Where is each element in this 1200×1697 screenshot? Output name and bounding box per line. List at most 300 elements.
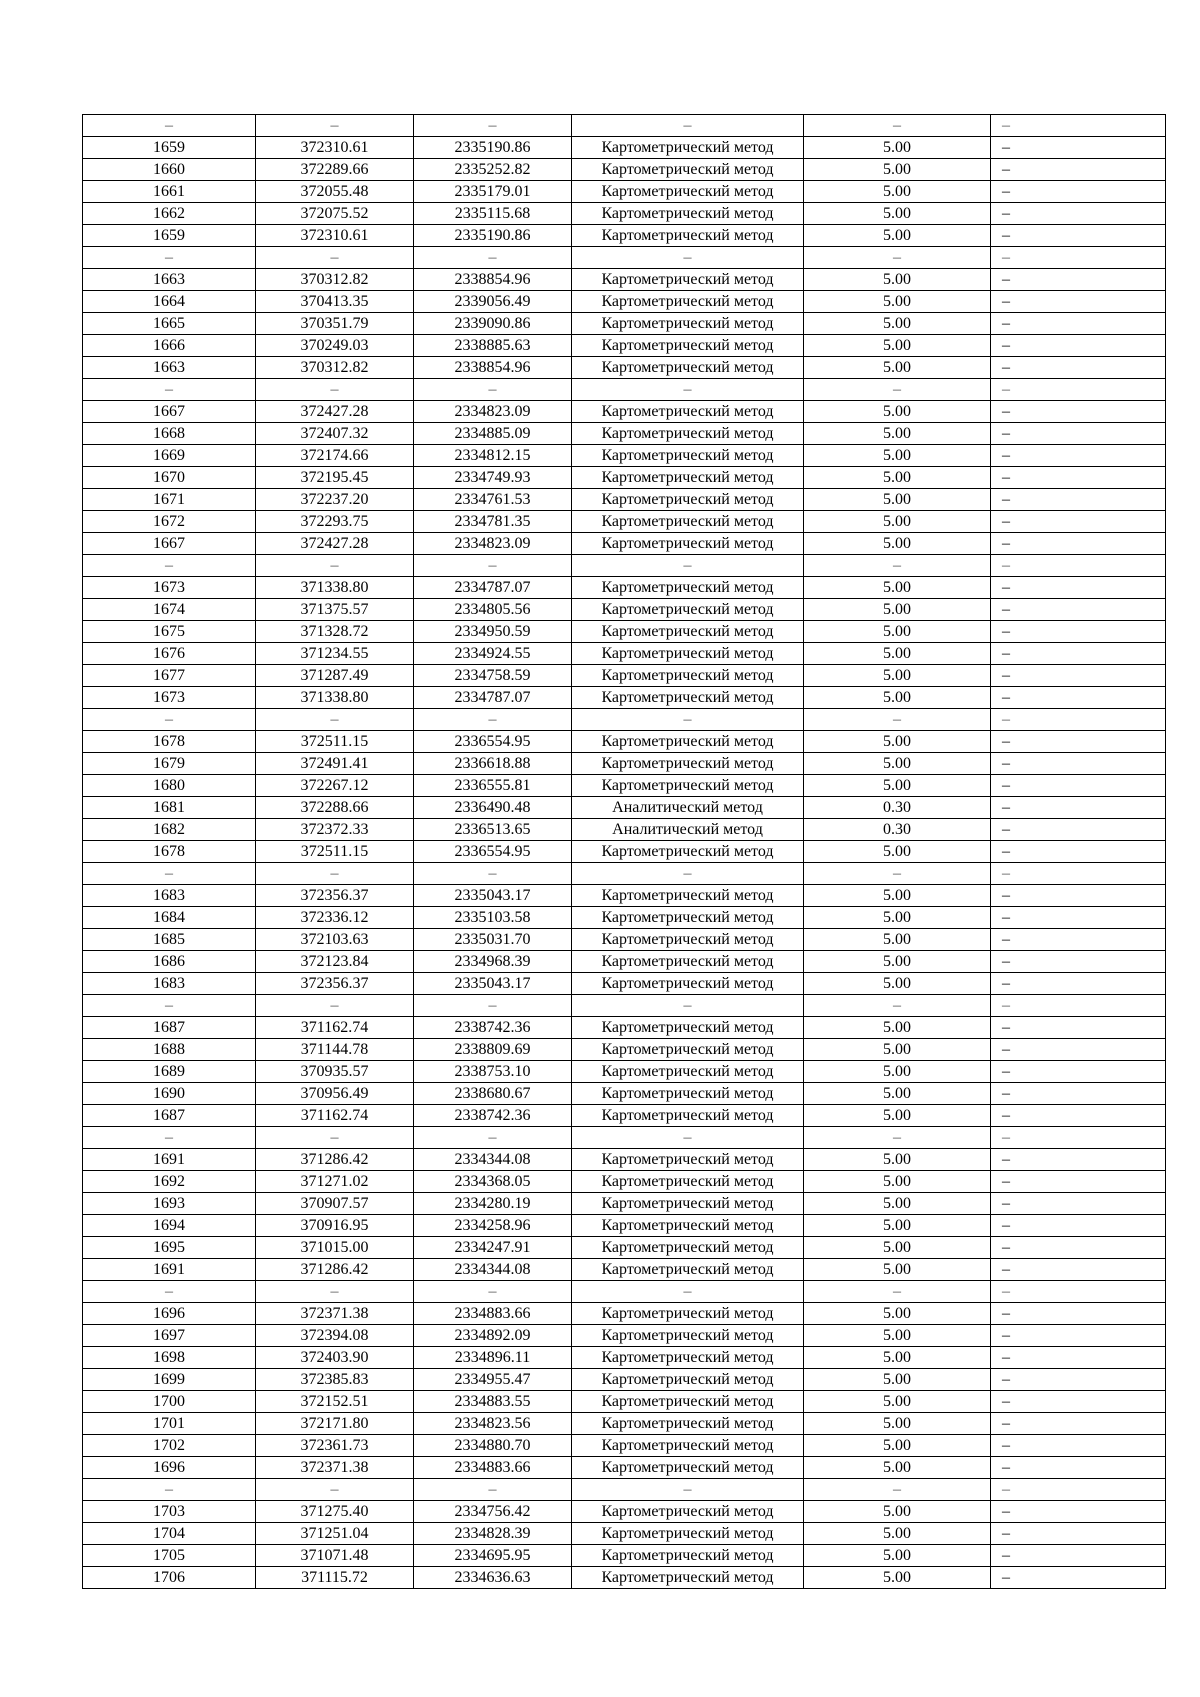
accuracy-cell: 5.00 xyxy=(804,1545,991,1567)
method-cell: Картометрический метод xyxy=(572,951,804,973)
point-number-cell: 1677 xyxy=(83,665,256,687)
x-coordinate-cell: 371338.80 xyxy=(256,577,414,599)
y-coordinate-cell: 2335103.58 xyxy=(414,907,572,929)
point-number-cell: 1701 xyxy=(83,1413,256,1435)
description-cell: – xyxy=(991,467,1166,489)
accuracy-cell: – xyxy=(804,1281,991,1303)
point-number-cell: 1703 xyxy=(83,1501,256,1523)
method-cell: Картометрический метод xyxy=(572,489,804,511)
y-coordinate-cell: 2334344.08 xyxy=(414,1149,572,1171)
y-coordinate-cell: 2334828.39 xyxy=(414,1523,572,1545)
x-coordinate-cell: 372371.38 xyxy=(256,1303,414,1325)
table-row xyxy=(83,1039,1166,1061)
accuracy-cell: – xyxy=(804,863,991,885)
accuracy-cell: 5.00 xyxy=(804,1171,991,1193)
y-coordinate-cell: 2334968.39 xyxy=(414,951,572,973)
accuracy-cell: 5.00 xyxy=(804,1457,991,1479)
accuracy-cell: 5.00 xyxy=(804,665,991,687)
method-cell: Картометрический метод xyxy=(572,1501,804,1523)
description-cell: – xyxy=(991,1105,1166,1127)
table-row xyxy=(83,159,1166,181)
table-row xyxy=(83,907,1166,929)
y-coordinate-cell: 2334758.59 xyxy=(414,665,572,687)
method-cell: – xyxy=(572,1281,804,1303)
accuracy-cell: – xyxy=(804,115,991,137)
method-cell: Картометрический метод xyxy=(572,467,804,489)
description-cell: – xyxy=(991,401,1166,423)
accuracy-cell: 5.00 xyxy=(804,1259,991,1281)
point-number-cell: 1680 xyxy=(83,775,256,797)
point-number-cell: – xyxy=(83,379,256,401)
y-coordinate-cell: 2334950.59 xyxy=(414,621,572,643)
point-number-cell: 1695 xyxy=(83,1237,256,1259)
y-coordinate-cell: 2339090.86 xyxy=(414,313,572,335)
point-number-cell: 1692 xyxy=(83,1171,256,1193)
point-number-cell: 1697 xyxy=(83,1325,256,1347)
point-number-cell: 1673 xyxy=(83,577,256,599)
x-coordinate-cell: 371162.74 xyxy=(256,1017,414,1039)
description-cell: – xyxy=(991,1193,1166,1215)
table-row xyxy=(83,1523,1166,1545)
description-cell: – xyxy=(991,1127,1166,1149)
method-cell: Картометрический метод xyxy=(572,1369,804,1391)
accuracy-cell: – xyxy=(804,247,991,269)
method-cell: Картометрический метод xyxy=(572,621,804,643)
y-coordinate-cell: – xyxy=(414,1127,572,1149)
point-number-cell: – xyxy=(83,709,256,731)
accuracy-cell: – xyxy=(804,995,991,1017)
separator-row xyxy=(83,555,1166,577)
point-number-cell: 1699 xyxy=(83,1369,256,1391)
y-coordinate-cell: 2338854.96 xyxy=(414,357,572,379)
description-cell: – xyxy=(991,775,1166,797)
method-cell: Картометрический метод xyxy=(572,753,804,775)
point-number-cell: 1700 xyxy=(83,1391,256,1413)
method-cell: Картометрический метод xyxy=(572,885,804,907)
table-row xyxy=(83,1237,1166,1259)
accuracy-cell: 5.00 xyxy=(804,775,991,797)
y-coordinate-cell: 2334344.08 xyxy=(414,1259,572,1281)
y-coordinate-cell: 2336555.81 xyxy=(414,775,572,797)
x-coordinate-cell: 372055.48 xyxy=(256,181,414,203)
description-cell: – xyxy=(991,159,1166,181)
y-coordinate-cell: 2338753.10 xyxy=(414,1061,572,1083)
accuracy-cell: 5.00 xyxy=(804,577,991,599)
description-cell: – xyxy=(991,621,1166,643)
method-cell: Аналитический метод xyxy=(572,819,804,841)
x-coordinate-cell: 371115.72 xyxy=(256,1567,414,1589)
table-row xyxy=(83,1369,1166,1391)
y-coordinate-cell: 2335190.86 xyxy=(414,137,572,159)
point-number-cell: – xyxy=(83,247,256,269)
point-number-cell: 1689 xyxy=(83,1061,256,1083)
accuracy-cell: 5.00 xyxy=(804,841,991,863)
separator-row xyxy=(83,379,1166,401)
y-coordinate-cell: – xyxy=(414,555,572,577)
table-row xyxy=(83,775,1166,797)
point-number-cell: 1678 xyxy=(83,841,256,863)
method-cell: Картометрический метод xyxy=(572,1193,804,1215)
point-number-cell: 1673 xyxy=(83,687,256,709)
y-coordinate-cell: 2339056.49 xyxy=(414,291,572,313)
table-row xyxy=(83,951,1166,973)
point-number-cell: 1684 xyxy=(83,907,256,929)
description-cell: – xyxy=(991,1303,1166,1325)
y-coordinate-cell: 2338742.36 xyxy=(414,1017,572,1039)
y-coordinate-cell: – xyxy=(414,709,572,731)
accuracy-cell: 5.00 xyxy=(804,1567,991,1589)
table-row xyxy=(83,357,1166,379)
table-row xyxy=(83,1457,1166,1479)
accuracy-cell: 5.00 xyxy=(804,1435,991,1457)
y-coordinate-cell: 2334695.95 xyxy=(414,1545,572,1567)
accuracy-cell: 5.00 xyxy=(804,1369,991,1391)
description-cell: – xyxy=(991,599,1166,621)
description-cell: – xyxy=(991,797,1166,819)
description-cell: – xyxy=(991,709,1166,731)
description-cell: – xyxy=(991,1523,1166,1545)
accuracy-cell: 5.00 xyxy=(804,511,991,533)
x-coordinate-cell: – xyxy=(256,863,414,885)
y-coordinate-cell: 2336490.48 xyxy=(414,797,572,819)
x-coordinate-cell: 371071.48 xyxy=(256,1545,414,1567)
point-number-cell: 1705 xyxy=(83,1545,256,1567)
method-cell: Картометрический метод xyxy=(572,577,804,599)
x-coordinate-cell: – xyxy=(256,1281,414,1303)
description-cell: – xyxy=(991,1347,1166,1369)
method-cell: Картометрический метод xyxy=(572,1303,804,1325)
accuracy-cell: 0.30 xyxy=(804,797,991,819)
x-coordinate-cell: 372171.80 xyxy=(256,1413,414,1435)
y-coordinate-cell: 2334787.07 xyxy=(414,577,572,599)
x-coordinate-cell: 372310.61 xyxy=(256,137,414,159)
table-row xyxy=(83,511,1166,533)
description-cell: – xyxy=(991,863,1166,885)
point-number-cell: 1674 xyxy=(83,599,256,621)
accuracy-cell: 5.00 xyxy=(804,1039,991,1061)
point-number-cell: – xyxy=(83,115,256,137)
accuracy-cell: 5.00 xyxy=(804,1061,991,1083)
table-row xyxy=(83,687,1166,709)
description-cell: – xyxy=(991,445,1166,467)
method-cell: Картометрический метод xyxy=(572,665,804,687)
table-row xyxy=(83,797,1166,819)
accuracy-cell: 5.00 xyxy=(804,1215,991,1237)
x-coordinate-cell: 371234.55 xyxy=(256,643,414,665)
x-coordinate-cell: – xyxy=(256,709,414,731)
separator-row xyxy=(83,1281,1166,1303)
point-number-cell: 1661 xyxy=(83,181,256,203)
x-coordinate-cell: 371015.00 xyxy=(256,1237,414,1259)
method-cell: Картометрический метод xyxy=(572,423,804,445)
x-coordinate-cell: 372511.15 xyxy=(256,731,414,753)
accuracy-cell: 5.00 xyxy=(804,1105,991,1127)
x-coordinate-cell: 371286.42 xyxy=(256,1149,414,1171)
method-cell: Картометрический метод xyxy=(572,445,804,467)
x-coordinate-cell: – xyxy=(256,379,414,401)
method-cell: Картометрический метод xyxy=(572,687,804,709)
description-cell: – xyxy=(991,335,1166,357)
method-cell: Картометрический метод xyxy=(572,1215,804,1237)
accuracy-cell: 5.00 xyxy=(804,929,991,951)
y-coordinate-cell: 2336618.88 xyxy=(414,753,572,775)
x-coordinate-cell: 372075.52 xyxy=(256,203,414,225)
y-coordinate-cell: 2336554.95 xyxy=(414,841,572,863)
point-number-cell: – xyxy=(83,1479,256,1501)
point-number-cell: 1683 xyxy=(83,973,256,995)
table-row xyxy=(83,467,1166,489)
accuracy-cell: – xyxy=(804,1479,991,1501)
table-row xyxy=(83,665,1166,687)
accuracy-cell: – xyxy=(804,709,991,731)
y-coordinate-cell: 2335115.68 xyxy=(414,203,572,225)
method-cell: – xyxy=(572,247,804,269)
point-number-cell: 1667 xyxy=(83,533,256,555)
method-cell: Картометрический метод xyxy=(572,137,804,159)
point-number-cell: 1671 xyxy=(83,489,256,511)
point-number-cell: 1687 xyxy=(83,1017,256,1039)
x-coordinate-cell: 372195.45 xyxy=(256,467,414,489)
x-coordinate-cell: 372267.12 xyxy=(256,775,414,797)
accuracy-cell: 5.00 xyxy=(804,1237,991,1259)
y-coordinate-cell: 2338742.36 xyxy=(414,1105,572,1127)
x-coordinate-cell: 372356.37 xyxy=(256,885,414,907)
x-coordinate-cell: 372289.66 xyxy=(256,159,414,181)
description-cell: – xyxy=(991,357,1166,379)
table-row xyxy=(83,1413,1166,1435)
y-coordinate-cell: 2334280.19 xyxy=(414,1193,572,1215)
table-row xyxy=(83,599,1166,621)
table-row xyxy=(83,335,1166,357)
x-coordinate-cell: 372372.33 xyxy=(256,819,414,841)
point-number-cell: 1698 xyxy=(83,1347,256,1369)
point-number-cell: 1694 xyxy=(83,1215,256,1237)
method-cell: Картометрический метод xyxy=(572,1567,804,1589)
accuracy-cell: 5.00 xyxy=(804,1149,991,1171)
x-coordinate-cell: 371375.57 xyxy=(256,599,414,621)
method-cell: Картометрический метод xyxy=(572,907,804,929)
table-row xyxy=(83,1215,1166,1237)
y-coordinate-cell: – xyxy=(414,247,572,269)
x-coordinate-cell: 371144.78 xyxy=(256,1039,414,1061)
point-number-cell: – xyxy=(83,1127,256,1149)
point-number-cell: 1666 xyxy=(83,335,256,357)
accuracy-cell: 5.00 xyxy=(804,445,991,467)
accuracy-cell: 5.00 xyxy=(804,269,991,291)
table-row xyxy=(83,885,1166,907)
description-cell: – xyxy=(991,995,1166,1017)
method-cell: Картометрический метод xyxy=(572,313,804,335)
x-coordinate-cell: 372237.20 xyxy=(256,489,414,511)
y-coordinate-cell: 2334883.66 xyxy=(414,1457,572,1479)
x-coordinate-cell: 371286.42 xyxy=(256,1259,414,1281)
table-row xyxy=(83,269,1166,291)
table-row xyxy=(83,1171,1166,1193)
description-cell: – xyxy=(991,137,1166,159)
table-row xyxy=(83,973,1166,995)
x-coordinate-cell: 372427.28 xyxy=(256,401,414,423)
accuracy-cell: 5.00 xyxy=(804,1303,991,1325)
method-cell: Картометрический метод xyxy=(572,1347,804,1369)
table-row xyxy=(83,1347,1166,1369)
accuracy-cell: 5.00 xyxy=(804,687,991,709)
y-coordinate-cell: 2334885.09 xyxy=(414,423,572,445)
y-coordinate-cell: 2334756.42 xyxy=(414,1501,572,1523)
y-coordinate-cell: 2334823.56 xyxy=(414,1413,572,1435)
description-cell: – xyxy=(991,533,1166,555)
table-row xyxy=(83,445,1166,467)
y-coordinate-cell: – xyxy=(414,115,572,137)
point-number-cell: 1681 xyxy=(83,797,256,819)
x-coordinate-cell: 372356.37 xyxy=(256,973,414,995)
point-number-cell: – xyxy=(83,995,256,1017)
point-number-cell: 1686 xyxy=(83,951,256,973)
accuracy-cell: 5.00 xyxy=(804,467,991,489)
method-cell: – xyxy=(572,863,804,885)
description-cell: – xyxy=(991,643,1166,665)
x-coordinate-cell: 372407.32 xyxy=(256,423,414,445)
x-coordinate-cell: 370413.35 xyxy=(256,291,414,313)
y-coordinate-cell: 2334749.93 xyxy=(414,467,572,489)
x-coordinate-cell: 370312.82 xyxy=(256,357,414,379)
accuracy-cell: 5.00 xyxy=(804,335,991,357)
x-coordinate-cell: 370907.57 xyxy=(256,1193,414,1215)
point-number-cell: 1682 xyxy=(83,819,256,841)
point-number-cell: 1683 xyxy=(83,885,256,907)
table-row xyxy=(83,1017,1166,1039)
table-row xyxy=(83,181,1166,203)
point-number-cell: – xyxy=(83,863,256,885)
x-coordinate-cell: 370956.49 xyxy=(256,1083,414,1105)
table-row xyxy=(83,753,1166,775)
x-coordinate-cell: – xyxy=(256,1127,414,1149)
description-cell: – xyxy=(991,225,1166,247)
accuracy-cell: 5.00 xyxy=(804,401,991,423)
point-number-cell: – xyxy=(83,1281,256,1303)
x-coordinate-cell: – xyxy=(256,995,414,1017)
description-cell: – xyxy=(991,1171,1166,1193)
table-row xyxy=(83,423,1166,445)
method-cell: Картометрический метод xyxy=(572,269,804,291)
accuracy-cell: 0.30 xyxy=(804,819,991,841)
y-coordinate-cell: 2334247.91 xyxy=(414,1237,572,1259)
method-cell: Картометрический метод xyxy=(572,1237,804,1259)
x-coordinate-cell: 370249.03 xyxy=(256,335,414,357)
y-coordinate-cell: 2336554.95 xyxy=(414,731,572,753)
description-cell: – xyxy=(991,1039,1166,1061)
table-row xyxy=(83,621,1166,643)
x-coordinate-cell: 372103.63 xyxy=(256,929,414,951)
table-row xyxy=(83,731,1166,753)
x-coordinate-cell: 372288.66 xyxy=(256,797,414,819)
point-number-cell: 1659 xyxy=(83,225,256,247)
table-row xyxy=(83,1325,1166,1347)
table-row xyxy=(83,1391,1166,1413)
table-row xyxy=(83,1567,1166,1589)
accuracy-cell: 5.00 xyxy=(804,203,991,225)
method-cell: Картометрический метод xyxy=(572,1061,804,1083)
x-coordinate-cell: 372361.73 xyxy=(256,1435,414,1457)
accuracy-cell: 5.00 xyxy=(804,951,991,973)
method-cell: Картометрический метод xyxy=(572,599,804,621)
table-row xyxy=(83,291,1166,313)
accuracy-cell: 5.00 xyxy=(804,885,991,907)
x-coordinate-cell: 370916.95 xyxy=(256,1215,414,1237)
method-cell: Картометрический метод xyxy=(572,929,804,951)
x-coordinate-cell: 371275.40 xyxy=(256,1501,414,1523)
y-coordinate-cell: 2334823.09 xyxy=(414,401,572,423)
table-row xyxy=(83,1149,1166,1171)
table-row xyxy=(83,1259,1166,1281)
method-cell: Картометрический метод xyxy=(572,1413,804,1435)
y-coordinate-cell: 2338809.69 xyxy=(414,1039,572,1061)
x-coordinate-cell: – xyxy=(256,555,414,577)
point-number-cell: 1702 xyxy=(83,1435,256,1457)
method-cell: Картометрический метод xyxy=(572,1017,804,1039)
method-cell: Картометрический метод xyxy=(572,291,804,313)
description-cell: – xyxy=(991,819,1166,841)
accuracy-cell: 5.00 xyxy=(804,731,991,753)
accuracy-cell: 5.00 xyxy=(804,1413,991,1435)
point-number-cell: 1664 xyxy=(83,291,256,313)
description-cell: – xyxy=(991,1501,1166,1523)
y-coordinate-cell: – xyxy=(414,863,572,885)
point-number-cell: 1668 xyxy=(83,423,256,445)
table-row xyxy=(83,1501,1166,1523)
method-cell: Картометрический метод xyxy=(572,159,804,181)
description-cell: – xyxy=(991,753,1166,775)
table-row xyxy=(83,841,1166,863)
x-coordinate-cell: 372123.84 xyxy=(256,951,414,973)
y-coordinate-cell: – xyxy=(414,995,572,1017)
point-number-cell: 1696 xyxy=(83,1457,256,1479)
method-cell: Картометрический метод xyxy=(572,731,804,753)
method-cell: Картометрический метод xyxy=(572,511,804,533)
accuracy-cell: 5.00 xyxy=(804,1083,991,1105)
description-cell: – xyxy=(991,1435,1166,1457)
description-cell: – xyxy=(991,511,1166,533)
method-cell: Картометрический метод xyxy=(572,203,804,225)
description-cell: – xyxy=(991,577,1166,599)
table-row xyxy=(83,1435,1166,1457)
accuracy-cell: 5.00 xyxy=(804,753,991,775)
description-cell: – xyxy=(991,907,1166,929)
method-cell: Картометрический метод xyxy=(572,775,804,797)
description-cell: – xyxy=(991,423,1166,445)
separator-row xyxy=(83,115,1166,137)
method-cell: Картометрический метод xyxy=(572,1523,804,1545)
point-number-cell: 1691 xyxy=(83,1149,256,1171)
point-number-cell: 1690 xyxy=(83,1083,256,1105)
y-coordinate-cell: 2334955.47 xyxy=(414,1369,572,1391)
point-number-cell: 1663 xyxy=(83,269,256,291)
accuracy-cell: – xyxy=(804,555,991,577)
accuracy-cell: 5.00 xyxy=(804,643,991,665)
description-cell: – xyxy=(991,1545,1166,1567)
accuracy-cell: 5.00 xyxy=(804,1391,991,1413)
x-coordinate-cell: 371287.49 xyxy=(256,665,414,687)
method-cell: Картометрический метод xyxy=(572,335,804,357)
y-coordinate-cell: 2334781.35 xyxy=(414,511,572,533)
x-coordinate-cell: 372371.38 xyxy=(256,1457,414,1479)
table-row xyxy=(83,643,1166,665)
x-coordinate-cell: – xyxy=(256,247,414,269)
x-coordinate-cell: 370312.82 xyxy=(256,269,414,291)
y-coordinate-cell: 2335031.70 xyxy=(414,929,572,951)
description-cell: – xyxy=(991,269,1166,291)
x-coordinate-cell: 370351.79 xyxy=(256,313,414,335)
y-coordinate-cell: 2335190.86 xyxy=(414,225,572,247)
